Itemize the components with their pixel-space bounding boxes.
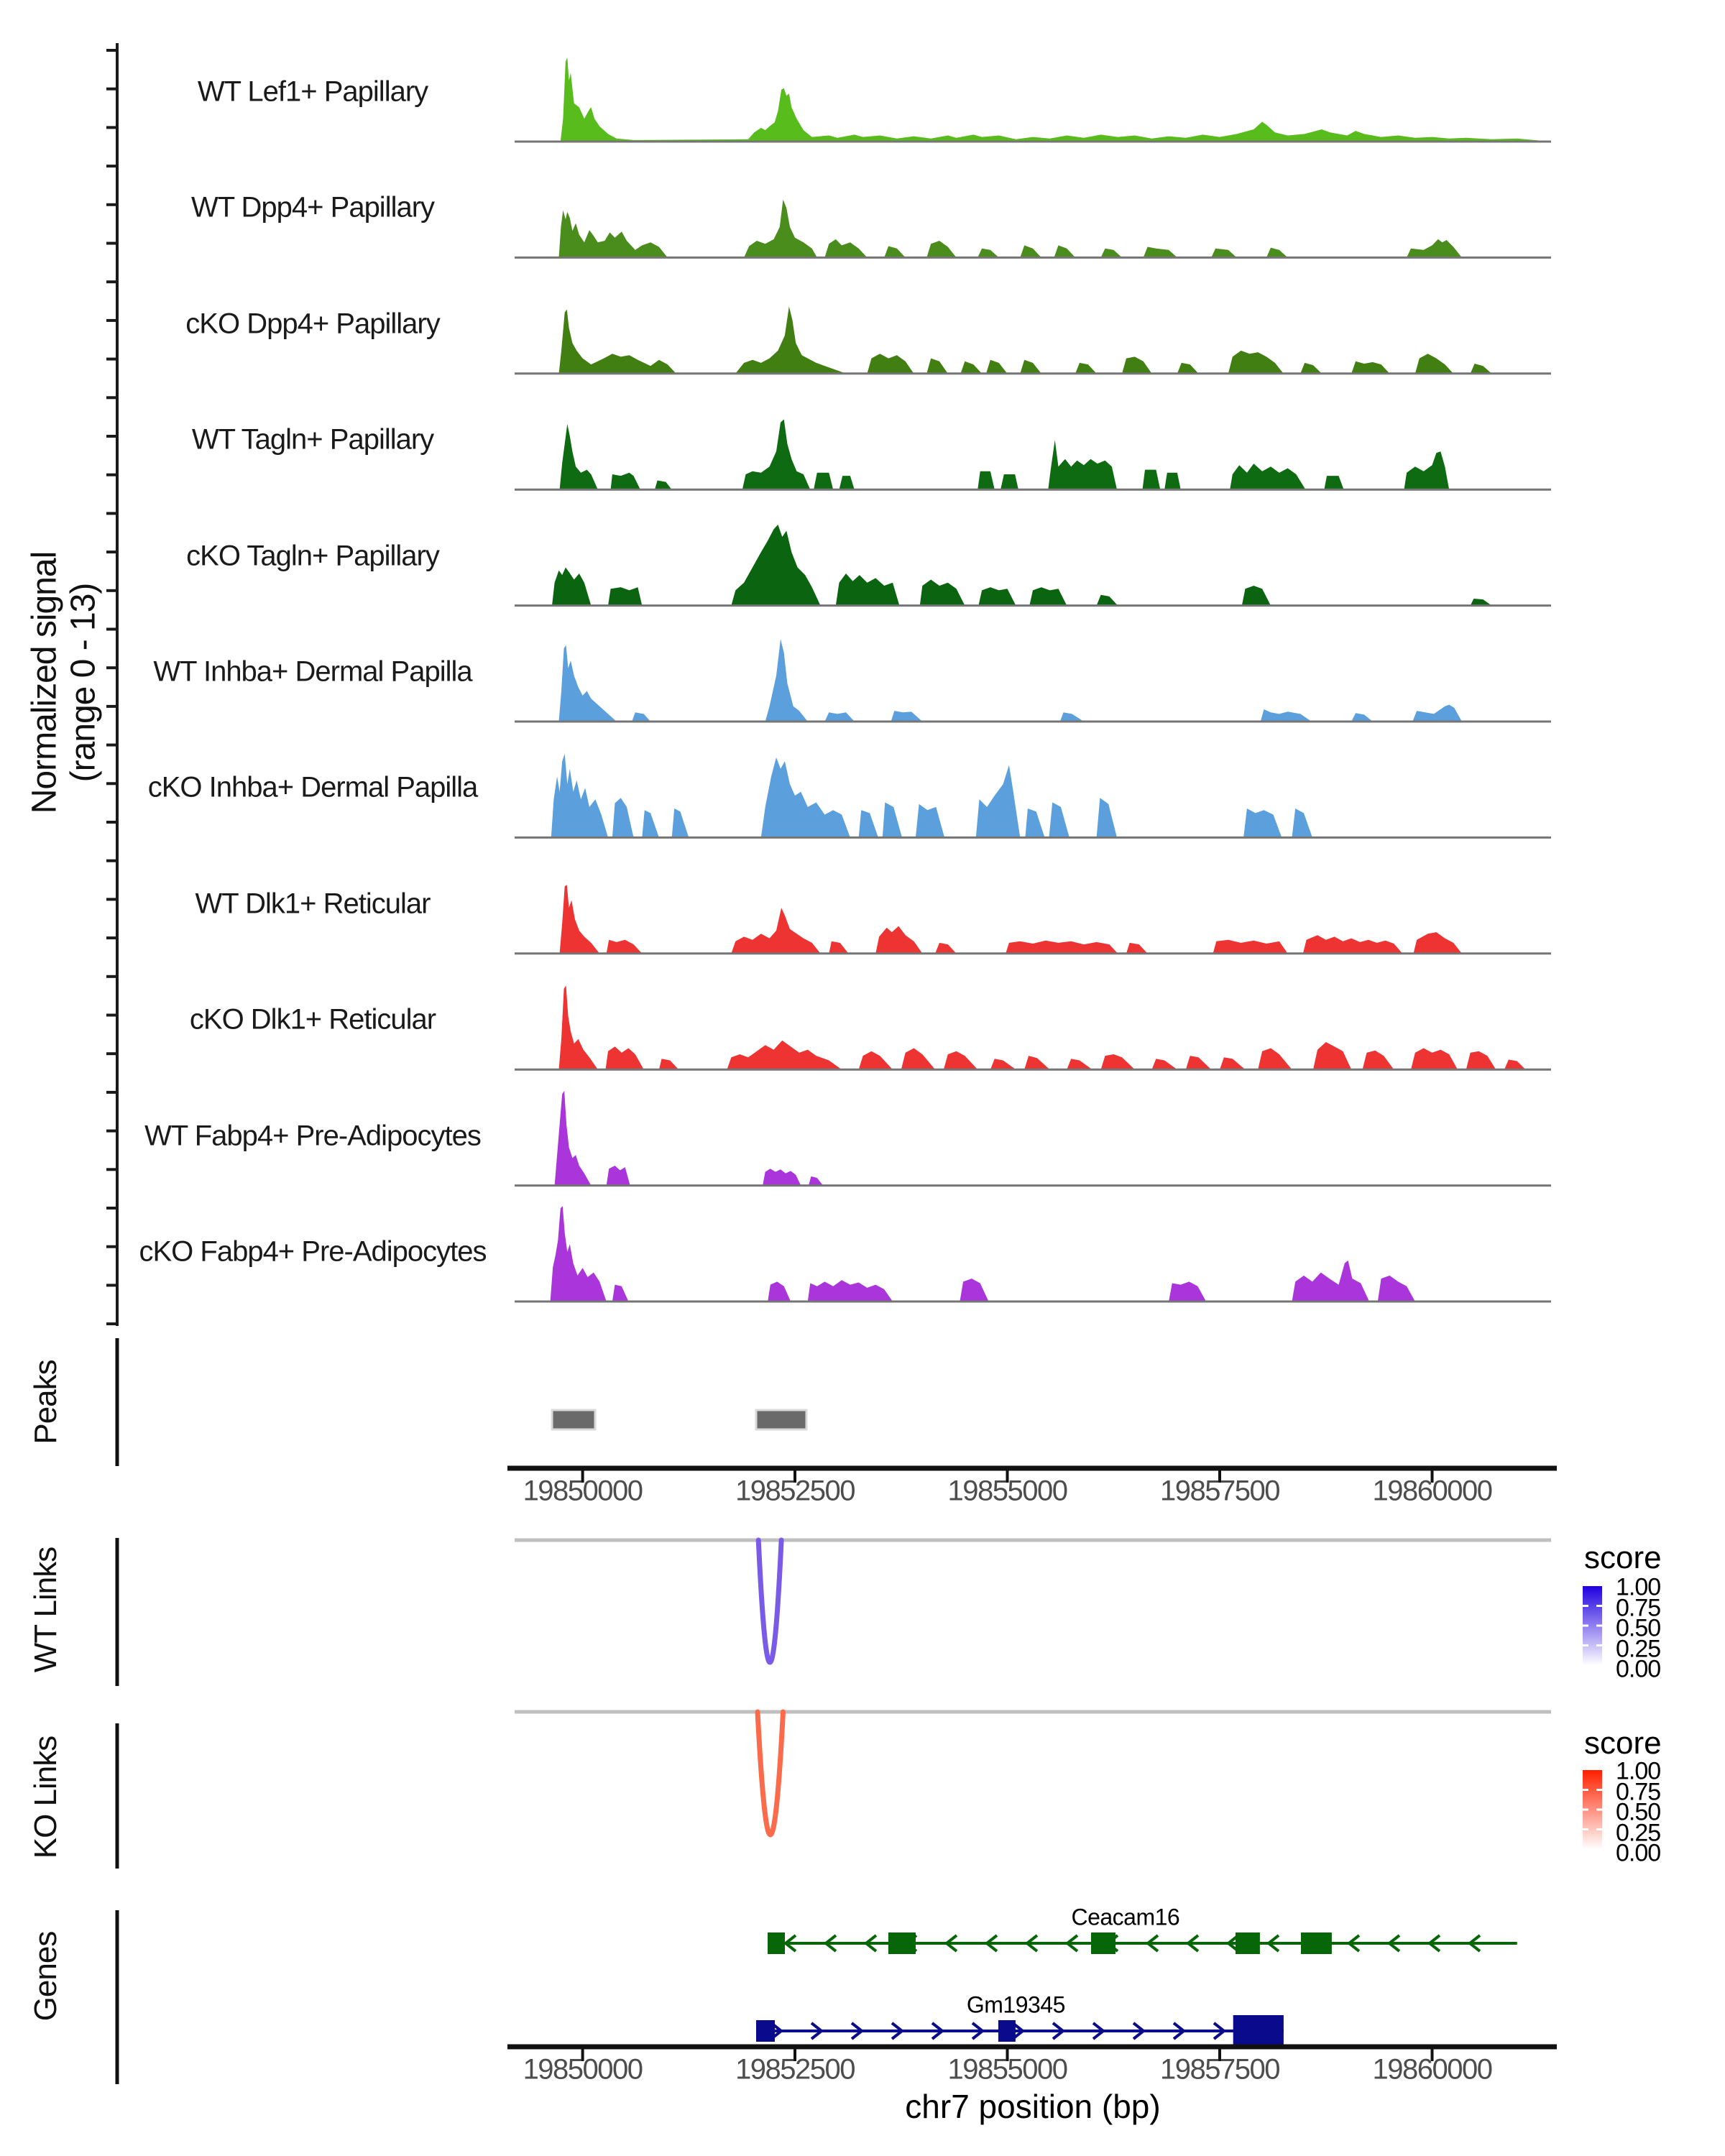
coverage-track [515, 200, 1551, 258]
track-label: cKO Dpp4+ Papillary [185, 308, 440, 340]
gene-name-label: Ceacam16 [1071, 1904, 1180, 1930]
wt-links-section-label: WT Links [28, 1547, 63, 1673]
ko-links-legend-title: score [1584, 1726, 1662, 1761]
gene-exon [1091, 1932, 1116, 1954]
gene-model-Gm19345 [756, 2015, 1284, 2047]
gene-exon [756, 2020, 775, 2042]
x-axis-label: chr7 position (bp) [905, 2088, 1161, 2125]
wt-legend-tick-label: 0.75 [1616, 1594, 1661, 1622]
coverage-track [515, 1091, 1551, 1186]
gene-exon [1301, 1932, 1332, 1954]
coverage-track [515, 306, 1551, 374]
ko-legend-tick-label: 1.00 [1616, 1757, 1661, 1785]
peak-interval [756, 1410, 806, 1429]
bottom-axis-tick-label: 19857500 [1160, 2053, 1280, 2086]
track-label: WT Tagln+ Papillary [191, 423, 434, 456]
gene-cds-box [1233, 2015, 1284, 2047]
coverage-track [515, 1206, 1551, 1302]
gene-exon [768, 1932, 785, 1954]
track-label: cKO Tagln+ Papillary [186, 540, 439, 572]
wt-score-colorbar [1583, 1586, 1602, 1665]
mid-axis-tick-label: 19857500 [1160, 1475, 1280, 1507]
coverage-track [515, 754, 1551, 838]
coverage-track [515, 525, 1551, 606]
peaks-section-label: Peaks [28, 1360, 63, 1445]
gene-model-Ceacam16 [768, 1932, 1517, 1954]
gene-exon [888, 1932, 916, 1954]
ko-legend-tick-label: 0.00 [1616, 1839, 1661, 1867]
track-label: cKO Dlk1+ Reticular [189, 1003, 436, 1036]
wt-links-panel [117, 1538, 1551, 1686]
ko-legend-tick-label: 0.25 [1616, 1819, 1661, 1847]
gene-exon [998, 2020, 1016, 2042]
gene-name-label: Gm19345 [966, 1991, 1065, 2018]
track-label: WT Dpp4+ Papillary [190, 191, 435, 224]
genes-section-label: Genes [28, 1931, 63, 2022]
wt-legend-tick-label: 0.50 [1616, 1614, 1661, 1642]
wt-legend-tick-label: 1.00 [1616, 1573, 1661, 1601]
track-label: WT Dlk1+ Reticular [195, 888, 431, 920]
mid-axis-tick-label: 19850000 [523, 1475, 643, 1507]
track-label: WT Inhba+ Dermal Papilla [153, 655, 472, 688]
mid-axis-tick-label: 19855000 [947, 1475, 1067, 1507]
ko-links-section-label: KO Links [28, 1736, 63, 1859]
track-label: WT Lef1+ Papillary [197, 75, 428, 108]
coverage-y-axis [106, 43, 117, 1326]
bottom-axis-tick-label: 19855000 [947, 2053, 1067, 2086]
wt-legend-tick-label: 0.25 [1616, 1635, 1661, 1663]
peaks-track [117, 1338, 1557, 1483]
bottom-axis-tick-label: 19860000 [1372, 2053, 1492, 2086]
track-label: cKO Fabp4+ Pre-Adipocytes [139, 1235, 487, 1268]
gene-exon [1236, 1932, 1260, 1954]
bottom-axis-tick-label: 19852500 [735, 2053, 855, 2086]
wt-legend-tick-label: 0.00 [1616, 1655, 1661, 1683]
y-axis-label-line2: (range 0 - 13) [64, 583, 103, 783]
coverage-track [515, 420, 1551, 490]
mid-axis-tick-label: 19852500 [735, 1475, 855, 1507]
ko-links-panel [117, 1712, 1551, 1869]
coverage-track [515, 885, 1551, 954]
y-axis-label-line1: Normalized signal [25, 551, 64, 814]
ko-score-colorbar [1583, 1770, 1602, 1849]
bottom-axis-tick-label: 19850000 [523, 2053, 643, 2086]
link-arc [758, 1712, 783, 1835]
coverage-track [515, 985, 1551, 1069]
peak-interval [552, 1410, 595, 1429]
coverage-track [515, 57, 1551, 142]
mid-axis-tick-label: 19860000 [1372, 1475, 1492, 1507]
wt-links-legend-title: score [1584, 1540, 1662, 1575]
coverage-track [515, 639, 1551, 722]
link-arc [758, 1540, 781, 1662]
track-label: WT Fabp4+ Pre-Adipocytes [144, 1120, 481, 1152]
track-label: cKO Inhba+ Dermal Papilla [147, 771, 478, 803]
ko-legend-tick-label: 0.50 [1616, 1798, 1661, 1826]
ko-legend-tick-label: 0.75 [1616, 1778, 1661, 1806]
